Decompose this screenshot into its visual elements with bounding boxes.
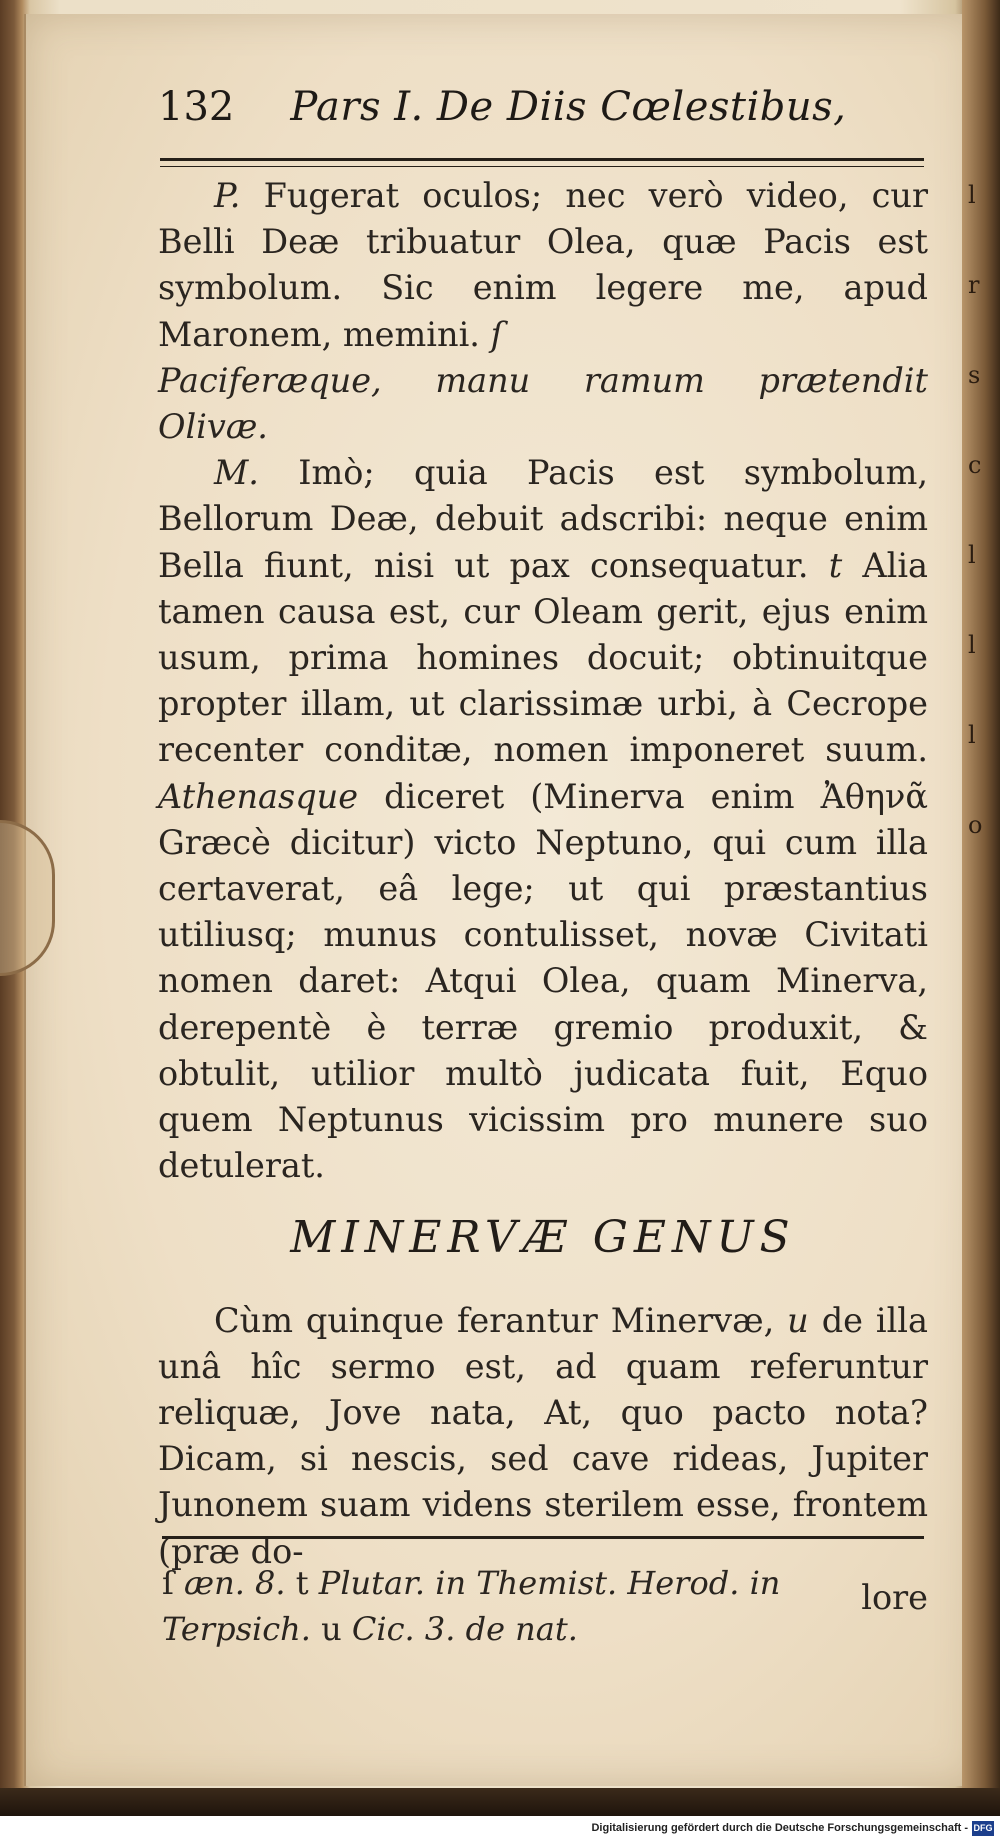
section-heading: MINERVÆ GENUS (290, 1212, 796, 1264)
paragraph-text: diceret (Minerva enim (384, 776, 795, 816)
footnote-rule (162, 1536, 924, 1539)
facing-letter: l (968, 541, 976, 569)
verse-line: Olivæ. (158, 407, 268, 447)
italic-word: Athenasque (158, 776, 359, 816)
facing-letter: o (968, 811, 983, 839)
footnotes (162, 1560, 932, 1652)
paragraph-text: Imò; quia Pacis est symbolum, Bellorum Deæ, debuit adscribi: neque enim Bella fiunt, nisi ut pax consequatur. (158, 453, 928, 585)
facing-letter: s (968, 361, 981, 389)
page-header (158, 84, 928, 158)
text-block (158, 84, 928, 1621)
digitization-credit: Digitalisierung gefördert durch die Deutsche Forschungsgemeinschaft - (591, 1822, 968, 1834)
paragraph-text: Fugerat oculos; nec verò video, cur Belli Deæ tribuatur Olea, quæ Pacis est symbolum. Sic enim legere me, apud Maronem, memini. (158, 176, 928, 354)
page-number: 132 (158, 84, 235, 130)
scan-bottom-edge (0, 1788, 1000, 1816)
header-rule (160, 158, 924, 167)
body-text (158, 173, 928, 1621)
footnote-mark: u (321, 1610, 342, 1648)
speaker-label: P. (214, 176, 241, 215)
note-mark: u (787, 1300, 809, 1340)
facing-letter: l (968, 631, 976, 659)
dfg-logo: DFG (972, 1821, 994, 1836)
note-mark: ſ (490, 314, 503, 354)
paragraph-2 (158, 450, 928, 1189)
greek-word: Ἀθηνᾶ (820, 776, 928, 816)
footnote-ref: æn. 8. (184, 1564, 286, 1602)
facing-letter: l (968, 181, 976, 209)
paragraph-text: Græcè dicitur) victo Neptuno, qui cum illa certaverat, eâ lege; ut qui præstantius utiliusq; munus contulisset, novæ Civitati nomen daret: Atqui Olea, quam Minerva, derepentè è terræ gremio produxit, & obtulit, utilior multò judicata fuit, Equo quem Neptunus vicissim pro munere suo detulerat. (158, 822, 928, 1186)
note-mark: t (828, 545, 843, 585)
footnote-mark: t (295, 1564, 309, 1602)
footnote-ref: Plutar. in Themist. Herod. in Terpsich. (162, 1564, 781, 1648)
paragraph-3 (158, 1298, 928, 1575)
paragraph-1 (158, 173, 928, 358)
footnote-mark: ſ (162, 1564, 174, 1602)
facing-page-letters (968, 150, 988, 870)
paragraph-text: Cùm quinque ferantur Minervæ, (214, 1300, 775, 1340)
facing-letter: c (968, 451, 982, 479)
paragraph-text: de illa unâ hîc sermo est, ad quam referuntur reliquæ, Jove nata, At, quo pacto nota? Dicam, si nescis, sed cave rideas, Jupiter Junonem suam videns sterilem esse, frontem (præ do- (158, 1300, 928, 1571)
verse-line: Paciferæque, manu ramum prætendit (158, 360, 928, 400)
catchword: lore (861, 1577, 928, 1617)
running-title: Pars I. De Diis Cœlestibus, (290, 84, 847, 130)
facing-letter: l (968, 721, 976, 749)
speaker-label: M. (214, 453, 259, 493)
footnote-ref: Cic. 3. de nat. (351, 1610, 578, 1648)
paragraph-text: Alia tamen causa est, cur Oleam gerit, ejus enim usum, prima homines docuit; obtinuitque propter illam, ut clarissimæ urbi, à Cecrope recenter conditæ, nomen imponeret suum. (158, 545, 928, 770)
facing-letter: r (968, 271, 980, 299)
